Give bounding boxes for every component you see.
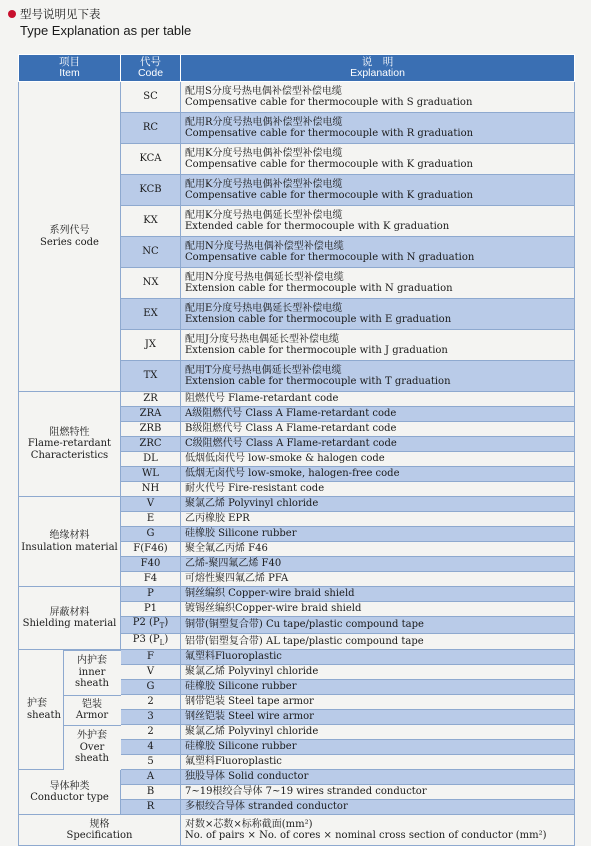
row-code: RC	[121, 113, 181, 144]
row-description	[181, 82, 575, 113]
row-code: KX	[121, 206, 181, 237]
desc-zh: 配用S分度号热电偶补偿型补偿电缆	[185, 85, 342, 97]
row-code: 3	[121, 710, 181, 725]
row-description: 阻燃代号 Flame-retardant code	[181, 392, 575, 407]
desc-zh: 配用R分度号热电偶补偿型补偿电缆	[185, 116, 343, 128]
row-description	[181, 113, 575, 144]
group-label: 系列代号 Series code	[19, 82, 121, 392]
row-description: 铜带(铜塑复合带) Cu tape/plastic compound tape	[181, 617, 575, 634]
row-description: 可熔性聚四氟乙烯 PFA	[181, 572, 575, 587]
row-description: 聚氯乙烯 Polyvinyl chloride	[181, 725, 575, 740]
row-code: V	[121, 497, 181, 512]
row-description: 氟塑料Fluoroplastic	[181, 650, 575, 665]
row-code: V	[121, 665, 181, 680]
row-description: 钢丝铠装 Steel wire armor	[181, 710, 575, 725]
row-description: A级阻燃代号 Class A Flame-retardant code	[181, 407, 575, 422]
row-code: ZRB	[121, 422, 181, 437]
desc-en: Compensative cable for thermocouple with S graduation	[185, 97, 473, 108]
row-description	[181, 237, 575, 268]
col-item: 项目 Item	[19, 55, 121, 82]
row-code: 4	[121, 740, 181, 755]
row-code: JX	[121, 330, 181, 361]
row-description: 镀锡丝编织Copper-wire braid shield	[181, 602, 575, 617]
row-description: 硅橡胶 Silicone rubber	[181, 680, 575, 695]
row-code: NC	[121, 237, 181, 268]
row-code: F(F46)	[121, 542, 181, 557]
row-description: 硅橡胶 Silicone rubber	[181, 740, 575, 755]
row-code: F4	[121, 572, 181, 587]
row-code: G	[121, 527, 181, 542]
group-label: 规格 Specification	[19, 815, 181, 846]
row-description: 聚氯乙烯 Polyvinyl chloride	[181, 497, 575, 512]
desc-en: Extension cable for thermocouple with E graduation	[185, 314, 452, 325]
row-description: 铜丝编织 Copper-wire braid shield	[181, 587, 575, 602]
row-description	[181, 144, 575, 175]
row-description: 硅橡胶 Silicone rubber	[181, 527, 575, 542]
row-code: EX	[121, 299, 181, 330]
row-code: ZR	[121, 392, 181, 407]
desc-en: Compensative cable for thermocouple with R graduation	[185, 128, 474, 139]
row-description: 钢带铠装 Steel tape armor	[181, 695, 575, 710]
desc-zh: 配用K分度号热电偶延长型补偿电缆	[185, 209, 343, 221]
row-code: F	[121, 650, 181, 665]
row-code: P1	[121, 602, 181, 617]
table-row	[19, 815, 575, 846]
group-label: 屏蔽材料 Shielding material	[19, 587, 121, 650]
row-description: 独股导体 Solid conductor	[181, 770, 575, 785]
desc-zh: 配用K分度号热电偶补偿型补偿电缆	[185, 178, 343, 190]
row-code: A	[121, 770, 181, 785]
group-label: 绝缘材料 Insulation material	[19, 497, 121, 587]
row-code: P	[121, 587, 181, 602]
table-row	[19, 770, 575, 785]
row-description: B级阻燃代号 Class A Flame-retardant code	[181, 422, 575, 437]
row-code: G	[121, 680, 181, 695]
desc-en: Extended cable for thermocouple with K graduation	[185, 221, 450, 232]
desc-zh: 配用E分度号热电偶延长型补偿电缆	[185, 302, 343, 314]
header-row	[19, 55, 575, 82]
desc-en: Compensative cable for thermocouple with N graduation	[185, 252, 475, 263]
row-description: 多根绞合导体 stranded conductor	[181, 800, 575, 815]
row-description: 乙烯-聚四氟乙烯 F40	[181, 557, 575, 572]
row-code: P2 $(P_T)$	[121, 617, 181, 634]
heading-en: Type Explanation as per table	[20, 23, 192, 38]
row-description	[181, 206, 575, 237]
heading-zh: 型号说明见下表	[20, 7, 101, 21]
row-code: ZRA	[121, 407, 181, 422]
table-row	[19, 587, 575, 602]
desc-zh: 配用T分度号热电偶延长型补偿电缆	[185, 364, 342, 376]
spec-zh: 对数×芯数×标称截面(mm²)	[185, 818, 313, 830]
desc-zh: 配用K分度号热电偶补偿型补偿电缆	[185, 147, 343, 159]
row-description	[181, 175, 575, 206]
row-code: DL	[121, 452, 181, 467]
bullet-icon	[8, 10, 16, 18]
desc-en: Extension cable for thermocouple with J graduation	[185, 345, 448, 356]
desc-en: Compensative cable for thermocouple with K graduation	[185, 159, 473, 170]
spec-en: No. of pairs × No. of cores × nominal cross section of conductor (mm²)	[185, 830, 547, 841]
desc-zh: 配用N分度号热电偶补偿型补偿电缆	[185, 240, 344, 252]
row-code: WL	[121, 467, 181, 482]
group-label: 阻燃特性 Flame-retardant Characteristics	[19, 392, 121, 497]
row-code: KCA	[121, 144, 181, 175]
row-code: E	[121, 512, 181, 527]
table-row	[19, 82, 575, 113]
row-description: 7~19根绞合导体 7~19 wires stranded conductor	[181, 785, 575, 800]
row-code: 2	[121, 695, 181, 710]
row-code: P3 $(P_L)$	[121, 633, 181, 650]
row-description: 聚全氟乙丙烯 F46	[181, 542, 575, 557]
row-description: 铝带(铝塑复合带) AL tape/plastic compound tape	[181, 633, 575, 650]
col-explanation: 说 明 Explanation	[181, 55, 575, 82]
row-code: ZRC	[121, 437, 181, 452]
row-code: KCB	[121, 175, 181, 206]
sheath-subgroup-label: 铠装 Armor	[63, 695, 121, 725]
heading	[8, 6, 568, 38]
col-code: 代号 Code	[121, 55, 181, 82]
row-code: R	[121, 800, 181, 815]
desc-zh: 配用N分度号热电偶延长型补偿电缆	[185, 271, 344, 283]
row-description	[181, 299, 575, 330]
desc-zh: 配用J分度号热电偶延长型补偿电缆	[185, 333, 340, 345]
sheath-subgroup-label: 内护套 inner sheath	[63, 650, 121, 695]
row-description	[181, 268, 575, 299]
row-code: 5	[121, 755, 181, 770]
row-code: SC	[121, 82, 181, 113]
group-label: 导体种类 Conductor type	[19, 770, 121, 815]
row-code: NH	[121, 482, 181, 497]
row-description: C级阻燃代号 Class A Flame-retardant code	[181, 437, 575, 452]
row-description: 低烟低卤代号 low-smoke & halogen code	[181, 452, 575, 467]
row-code: F40	[121, 557, 181, 572]
row-description	[181, 330, 575, 361]
row-code: B	[121, 785, 181, 800]
row-code: 2	[121, 725, 181, 740]
row-code: TX	[121, 361, 181, 392]
row-description: 聚氯乙烯 Polyvinyl chloride	[181, 665, 575, 680]
row-description: 氟塑料Fluoroplastic	[181, 755, 575, 770]
row-code: NX	[121, 268, 181, 299]
row-description	[181, 361, 575, 392]
row-description: 乙丙橡胶 EPR	[181, 512, 575, 527]
desc-en: Extension cable for thermocouple with T graduation	[185, 376, 451, 387]
group-label: 护套 sheath	[19, 650, 121, 770]
desc-en: Compensative cable for thermocouple with K graduation	[185, 190, 473, 201]
row-description: 耐火代号 Fire-resistant code	[181, 482, 575, 497]
row-description	[181, 815, 575, 846]
table-row	[19, 392, 575, 407]
desc-en: Extension cable for thermocouple with N graduation	[185, 283, 453, 294]
sheath-subgroup-label: 外护套 Over sheath	[63, 725, 121, 770]
row-description: 低烟无卤代号 low-smoke, halogen-free code	[181, 467, 575, 482]
table-row	[19, 497, 575, 512]
